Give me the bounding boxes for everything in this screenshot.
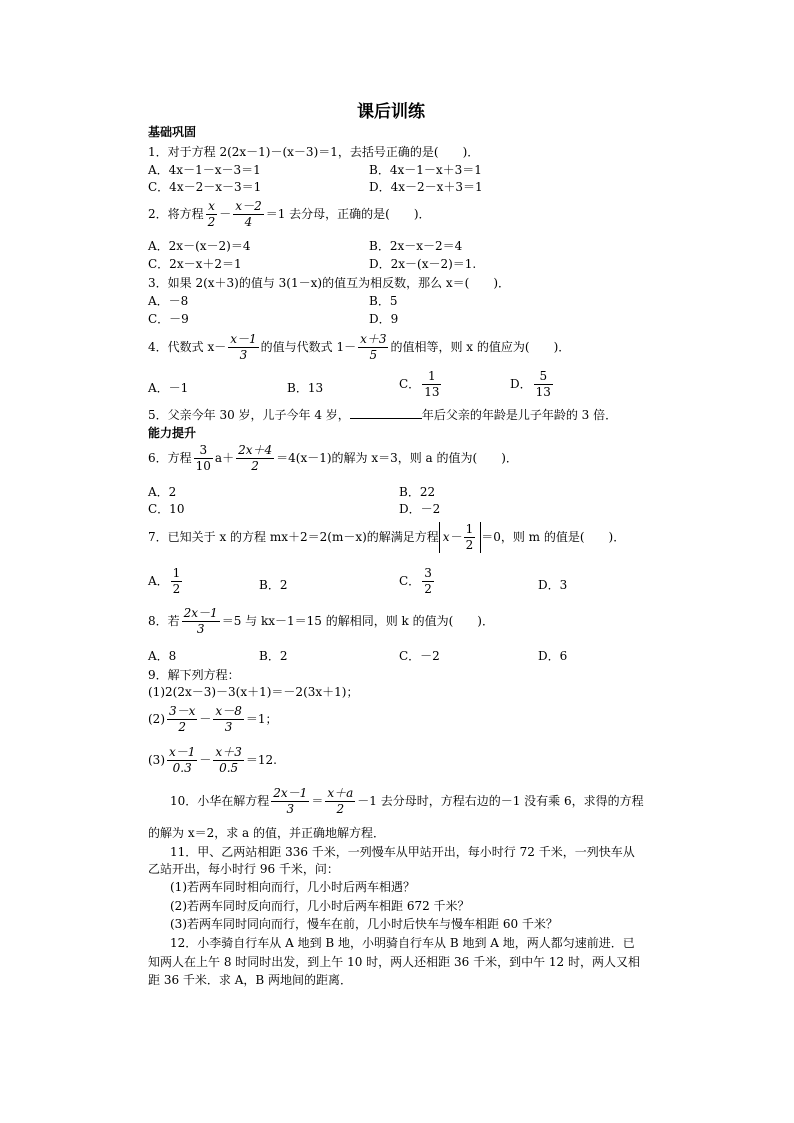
question-2-prefix: 2．将方程 [148,207,204,221]
question-2-option-d: D．2x－(x－2)＝1. [369,257,477,271]
question-8-option-d: D．6 [538,649,568,663]
question-9-stem: 9．解下列方程： [148,668,240,682]
question-2-suffix: ＝1 去分母，正确的是( )． [265,207,431,221]
fraction [325,786,355,817]
numerator: 2x＋4 [238,443,273,457]
numerator: x－2 [235,199,262,213]
question-4-option-d [510,369,555,400]
question-10-suffix: －1 去分母时，方程右边的－1 没有乘 6，求得的方程 [357,794,644,808]
question-7-prefix: 7．已知关于 x 的方程 mx＋2＝2(m－x)的解满足方程 [148,530,439,544]
numerator: x＋3 [215,745,242,759]
question-2-stem [148,199,431,230]
question-3-option-a: A．－8 [148,294,189,308]
fraction [182,606,220,637]
denominator: 10 [195,459,211,473]
question-5-suffix: 年后父亲的年龄是儿子年龄的 3 倍． [421,408,618,422]
question-1-option-c: C．4x－2－x－3＝1 [148,180,262,194]
denominator: 2 [251,459,259,473]
question-7-option-a [148,566,184,597]
numerator: 3 [424,566,432,580]
question-8-stem [148,606,494,637]
question-1-option-a: A．4x－1－x－3＝1 [148,163,261,177]
question-4-suffix: 的值相等，则 x 的值应为( )． [390,340,571,354]
question-5-stem [148,408,617,422]
question-8-option-c: C．－2 [399,649,440,663]
operator: － [199,753,212,767]
numerator: x＋3 [360,332,387,346]
question-1-option-b: B．4x－1－x＋3＝1 [369,163,482,177]
question-6-option-d: D．－2 [399,502,441,516]
question-5-prefix: 5．父亲今年 30 岁，儿子今年 4 岁， [148,408,350,422]
denominator: 0.3 [172,761,192,775]
question-3-option-d: D．9 [369,312,399,326]
question-10-stem [170,786,644,817]
question-6-suffix: ＝4(x－1)的解为 x＝3，则 a 的值为( )． [276,451,518,465]
question-7-option-d: D．3 [538,578,568,592]
question-8-prefix: 8．若 [148,614,180,628]
denominator: 2 [465,538,474,552]
denominator: 0.5 [219,761,239,775]
question-10-line-2: 的解为 x＝2，求 a 的值，并正确地解方程． [148,826,386,840]
fraction [534,369,553,400]
question-1-option-d: D．4x－2－x＋3＝1 [369,180,483,194]
denominator: 2 [178,720,187,734]
numerator: x [206,199,218,215]
fraction [206,199,218,230]
section-heading-basic: 基础巩固 [148,125,197,139]
question-8-suffix: ＝5 与 kx－1＝15 的解相同，则 k 的值为( )． [221,614,494,628]
question-4-option-b: B．13 [287,381,324,395]
question-9-part-1: (1)2(2x－3)－3(x＋1)＝－2(3x＋1)； [148,685,359,699]
option-label: A． [148,574,169,588]
question-6-stem [148,443,518,474]
question-6-prefix: 6．方程 [148,451,192,465]
fraction [464,522,476,553]
question-2-option-a: A．2x－(x－2)＝4 [148,239,251,253]
section-heading-advanced: 能力提升 [148,426,197,440]
question-11-part-2: (2)若两车同时反向而行，几小时后两车相距 672 千米？ [170,899,470,913]
question-6-middle: a＋ [214,451,235,465]
question-7-option-c [399,566,436,597]
question-2-option-c: C．2x－x＋2＝1 [148,257,242,271]
question-7-suffix: ＝0，则 m 的值是( )． [481,530,626,544]
numerator: 1 [422,369,441,385]
fraction [228,332,258,363]
numerator: 3－x [169,704,196,718]
numerator: x－1 [230,332,257,346]
denominator: 2 [172,582,181,596]
abs-expression: x－ [442,530,462,544]
option-label: C． [399,377,421,391]
question-12-line-3: 距 36 千米．求 A，B 两地间的距离． [148,973,353,987]
question-11-line-2: 乙站开出，每小时行 96 千米，问： [148,862,339,876]
question-4-option-a: A．－1 [148,381,189,395]
fraction [213,745,243,776]
question-4-middle: 的值与代数式 1－ [260,340,357,354]
question-3-option-b: B．5 [369,294,398,308]
fraction [171,566,183,597]
question-4-option-c [399,369,443,400]
fraction [271,786,309,817]
question-10-prefix: 10．小华在解方程 [170,794,270,808]
denominator: 13 [535,385,551,399]
part-label: (3) [148,753,165,767]
question-8-option-a: A．8 [148,649,177,663]
option-label: C． [399,574,421,588]
fraction [233,199,263,230]
numerator: x－1 [169,745,196,759]
question-6-option-a: A．2 [148,485,177,499]
fraction [194,443,213,474]
fraction [167,704,197,735]
fraction [358,332,388,363]
operator: － [199,712,212,726]
fraction [422,369,441,400]
question-4-stem [148,332,570,363]
fraction [213,704,243,735]
numerator: 2x－1 [183,606,218,620]
question-4-prefix: 4．代数式 x－ [148,340,227,354]
question-12-line-2: 知两人在上午 8 时同时出发，到上午 10 时，两人还相距 36 千米，到中午 12 时，两人又相 [148,955,640,969]
question-11-part-3: (3)若两车同时同向而行，慢车在前，几小时后快车与慢车相距 60 千米？ [170,917,558,931]
denominator: 13 [424,385,440,399]
question-11-part-1: (1)若两车同时相向而行，几小时后两车相遇？ [170,880,415,894]
denominator: 2 [336,802,345,816]
question-7-stem [148,522,625,553]
numerator: x－8 [215,704,242,718]
fraction [167,745,197,776]
question-7-option-b: B．2 [259,578,288,592]
question-9-part-3 [148,745,277,776]
question-3-stem: 3．如果 2(x＋3)的值与 3(1－x)的值互为相反数，那么 x＝( )． [148,276,511,290]
numerator: 2x－1 [273,786,308,800]
question-1-stem: 1．对于方程 2(2x－1)－(x－3)＝1，去括号正确的是( )． [148,145,480,159]
numerator: 1 [172,566,181,580]
part-suffix: ＝12. [245,753,277,767]
part-suffix: ＝1； [245,712,278,726]
numerator: x＋a [327,786,354,800]
denominator: 3 [286,802,295,816]
denominator: 3 [196,622,205,636]
question-12-line-1: 12．小李骑自行车从 A 地到 B 地，小明骑自行车从 B 地到 A 地，两人都匀速前进．已 [170,936,635,950]
question-6-option-b: B．22 [399,485,436,499]
denominator: 5 [369,348,378,362]
denominator: 3 [224,720,233,734]
answer-blank[interactable] [350,408,422,419]
denominator: 4 [244,215,253,229]
page-title: 课后训练 [357,102,425,122]
question-11-line-1: 11．甲、乙两站相距 336 千米，一列慢车从甲站开出，每小时行 72 千米，一列快车从 [170,845,635,859]
operator: ＝ [311,794,324,808]
question-6-option-c: C．10 [148,502,185,516]
option-label: D． [510,377,532,391]
part-label: (2) [148,712,165,726]
fraction [422,566,434,597]
question-2-option-b: B．2x－x－2＝4 [369,239,463,253]
numerator: 1 [465,522,474,536]
question-3-option-c: C．－9 [148,312,189,326]
question-8-option-b: B．2 [259,649,288,663]
denominator: 3 [239,348,248,362]
absolute-value-bars [439,522,481,553]
denominator: 2 [424,582,432,596]
question-9-part-2 [148,704,277,735]
operator: － [219,207,232,221]
numerator: 5 [534,369,553,385]
numerator: 3 [194,443,213,459]
denominator: 2 [207,215,216,229]
fraction [236,443,274,474]
